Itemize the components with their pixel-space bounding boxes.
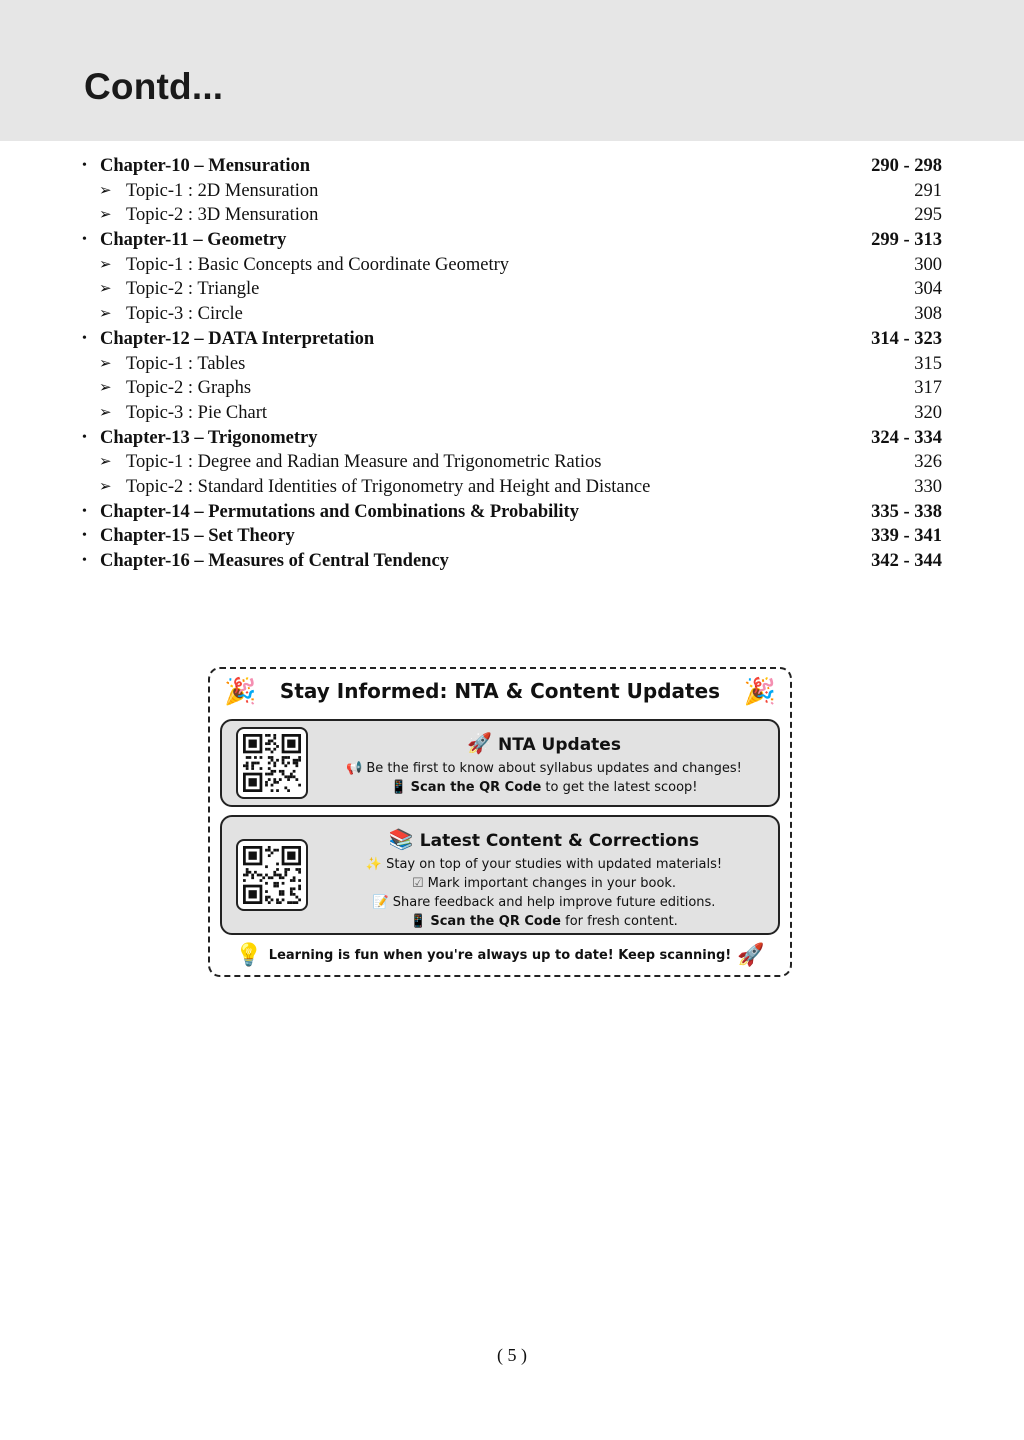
toc-label: Chapter-16 – Measures of Central Tendency bbox=[100, 551, 449, 571]
toc-chapter-row bbox=[80, 500, 942, 525]
toc-page-number: 335 - 338 bbox=[871, 501, 942, 522]
toc-page-number: 339 - 341 bbox=[871, 526, 942, 547]
qr-code-icon bbox=[243, 846, 301, 904]
arrow-bullet-icon: ➢ bbox=[99, 478, 112, 495]
toc-label: Chapter-14 – Permutations and Combinations & Probability bbox=[100, 501, 579, 522]
page-number: ( 5 ) bbox=[497, 1345, 527, 1365]
toc-label: Topic-1 : Basic Concepts and Coordinate Geometry bbox=[126, 254, 509, 275]
memo-icon: 📝 bbox=[372, 895, 389, 910]
toc-topic-row bbox=[80, 179, 942, 204]
toc-chapter-row bbox=[80, 327, 942, 352]
bullet-icon: • bbox=[82, 528, 87, 544]
light-bulb-icon: 💡 bbox=[235, 943, 263, 968]
phone-icon: 📱 bbox=[390, 780, 407, 795]
toc-topic-row bbox=[80, 203, 942, 228]
party-popper-icon: 🎉 bbox=[224, 677, 257, 707]
toc-label: Chapter-10 – Mensuration bbox=[100, 156, 310, 176]
megaphone-icon: 📢 bbox=[346, 761, 363, 776]
arrow-bullet-icon: ➢ bbox=[99, 380, 112, 397]
books-icon: 📚 bbox=[388, 827, 414, 851]
toc-page-number: 290 - 298 bbox=[871, 156, 942, 176]
updates-title: Stay Informed: NTA & Content Updates bbox=[279, 679, 721, 703]
toc-page-number: 300 bbox=[914, 254, 942, 275]
updates-footer: 💡 Learning is fun when you're always up to date! Keep scanning! 🚀 bbox=[235, 943, 765, 968]
toc-topic-row bbox=[80, 475, 942, 500]
check-box-icon: ☑ bbox=[411, 876, 424, 891]
toc-page-number: 299 - 313 bbox=[871, 230, 942, 251]
toc-label: Topic-2 : Triangle bbox=[126, 279, 260, 300]
toc-topic-row bbox=[80, 277, 942, 302]
bullet-icon: • bbox=[82, 158, 87, 173]
toc-page-number: 342 - 344 bbox=[871, 551, 942, 571]
toc-page-number: 308 bbox=[914, 304, 942, 325]
latest-content-heading: 📚 Latest Content & Corrections bbox=[388, 827, 700, 851]
page-title: Contd... bbox=[84, 66, 224, 107]
arrow-bullet-icon: ➢ bbox=[99, 281, 112, 298]
nta-qr-code[interactable] bbox=[236, 727, 308, 799]
latest-content-panel bbox=[220, 815, 780, 935]
content-line-3: 📝 Share feedback and help improve future editions. bbox=[372, 895, 716, 910]
toc-page-number: 324 - 334 bbox=[871, 427, 942, 448]
toc-chapter-row bbox=[80, 154, 942, 179]
toc-page-number: 330 bbox=[914, 476, 942, 497]
toc-label: Topic-3 : Circle bbox=[126, 304, 243, 325]
content-line-1: ✨ Stay on top of your studies with updated materials! bbox=[365, 857, 723, 872]
bullet-icon: • bbox=[82, 330, 87, 346]
toc-label: Topic-2 : Standard Identities of Trigonometry and Height and Distance bbox=[126, 476, 651, 497]
arrow-bullet-icon: ➢ bbox=[99, 355, 112, 372]
content-qr-code[interactable] bbox=[236, 839, 308, 911]
toc-page-number: 315 bbox=[914, 353, 942, 374]
bullet-icon: • bbox=[82, 503, 87, 519]
toc-topic-row bbox=[80, 401, 942, 426]
content-line-4: 📱 Scan the QR Code for fresh content. bbox=[410, 914, 678, 929]
toc-chapter-row bbox=[80, 426, 942, 451]
toc-label: Topic-3 : Pie Chart bbox=[126, 402, 268, 423]
toc-topic-row bbox=[80, 253, 942, 278]
toc-topic-row bbox=[80, 450, 942, 475]
toc-label: Topic-1 : Degree and Radian Measure and Trigonometric Ratios bbox=[126, 452, 602, 473]
toc-label: Chapter-13 – Trigonometry bbox=[100, 427, 318, 448]
toc-page-number: 295 bbox=[914, 205, 942, 226]
toc-topic-row bbox=[80, 376, 942, 401]
toc-page-number: 317 bbox=[914, 378, 942, 399]
phone-icon: 📱 bbox=[410, 914, 427, 929]
nta-updates-panel bbox=[220, 719, 780, 807]
arrow-bullet-icon: ➢ bbox=[99, 454, 112, 471]
arrow-bullet-icon: ➢ bbox=[99, 306, 112, 323]
arrow-bullet-icon: ➢ bbox=[99, 404, 112, 421]
bullet-icon: • bbox=[82, 553, 87, 568]
bullet-icon: • bbox=[82, 429, 87, 445]
arrow-bullet-icon: ➢ bbox=[99, 256, 112, 273]
qr-code-icon bbox=[243, 734, 301, 792]
bullet-icon: • bbox=[82, 232, 87, 248]
nta-updates-heading: 🚀 NTA Updates bbox=[467, 731, 621, 755]
toc-label: Chapter-11 – Geometry bbox=[100, 230, 287, 251]
header-band bbox=[0, 0, 1024, 141]
updates-box bbox=[208, 667, 792, 977]
toc-label: Chapter-15 – Set Theory bbox=[100, 526, 295, 547]
nta-line-2: 📱 Scan the QR Code to get the latest scoop! bbox=[390, 780, 698, 795]
toc-page-number: 291 bbox=[914, 180, 942, 201]
toc-label: Topic-2 : Graphs bbox=[126, 378, 252, 399]
toc-label: Topic-2 : 3D Mensuration bbox=[126, 205, 319, 226]
sparkles-icon: ✨ bbox=[365, 857, 383, 872]
arrow-bullet-icon: ➢ bbox=[99, 182, 112, 199]
toc-topic-row bbox=[80, 352, 942, 377]
toc-page-number: 314 - 323 bbox=[871, 328, 942, 349]
toc-page-number: 320 bbox=[914, 402, 942, 423]
content-line-2: ☑ Mark important changes in your book. bbox=[411, 876, 677, 891]
nta-line-1: 📢 Be the first to know about syllabus updates and changes! bbox=[346, 761, 742, 776]
toc-chapter-row bbox=[80, 228, 942, 253]
toc-page-number: 304 bbox=[914, 279, 942, 300]
rocket-icon: 🚀 bbox=[737, 943, 765, 968]
toc-topic-row bbox=[80, 302, 942, 327]
toc-label: Chapter-12 – DATA Interpretation bbox=[100, 328, 375, 349]
toc-label: Topic-1 : Tables bbox=[126, 353, 246, 374]
party-popper-icon: 🎉 bbox=[743, 677, 776, 707]
toc-chapter-row bbox=[80, 524, 942, 549]
toc-page-number: 326 bbox=[914, 452, 942, 473]
table-of-contents bbox=[80, 154, 942, 574]
toc-chapter-row bbox=[80, 549, 942, 574]
rocket-icon: 🚀 bbox=[467, 731, 492, 755]
toc-label: Topic-1 : 2D Mensuration bbox=[126, 180, 319, 201]
arrow-bullet-icon: ➢ bbox=[99, 207, 112, 224]
